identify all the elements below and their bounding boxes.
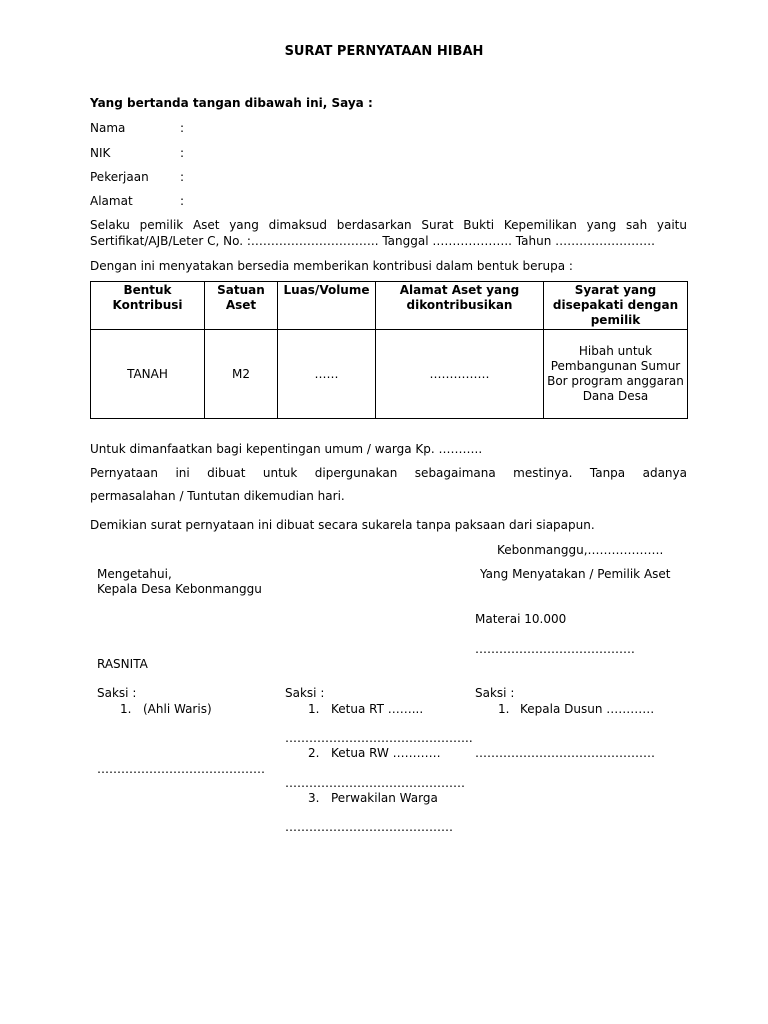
cell-bentuk: TANAH [91,330,205,419]
witness-label-col1: Saksi : [97,686,137,700]
place-date: Kebonmanggu,………………. [497,543,664,557]
witness-col2-sign-line-2: ……………………………………… [285,776,465,790]
header-satuan-aset: Satuan Aset [205,282,278,330]
contribution-statement: Dengan ini menyatakan bersedia memberikan kontribusi dalam bentuk berupa : [90,259,573,273]
witness-col3-sign-line-1: ……………………………………… [475,746,655,760]
header-bentuk-kontribusi: Bentuk Kontribusi [91,282,205,330]
header-syarat: Syarat yang disepakati dengan pemilik [544,282,688,330]
witness-col3-num-1: 1. [498,702,510,716]
witness-col1-text-1: (Ahli Waris) [143,702,212,716]
field-label-alamat: Alamat [90,194,133,208]
field-sep-nik: : [180,146,185,160]
statement-paragraph-line2: permasalahan / Tuntutan dikemudian hari. [90,489,345,503]
witness-col2-num-3: 3. [308,791,320,805]
closing-paragraph: Demikian surat pernyataan ini dibuat secara sukarela tanpa paksaan dari siapapun. [90,518,595,532]
usage-paragraph: Untuk dimanfaatkan bagi kepentingan umum / warga Kp. ……….. [90,442,483,456]
field-label-pekerjaan: Pekerjaan [90,170,149,184]
witness-col1-num-1: 1. [120,702,132,716]
ownership-paragraph-line1: Selaku pemilik Aset yang dimaksud berdasarkan Surat Bukti Kepemilikan yang sah yaitu [90,218,687,232]
table-header-row [91,282,688,330]
stamp-duty-label: Materai 10.000 [475,612,567,626]
field-label-nama: Nama [90,121,126,135]
witness-label-col3: Saksi : [475,686,515,700]
witness-col3-text-1: Kepala Dusun ………… [520,702,655,716]
village-head-title: Kepala Desa Kebonmanggu [97,582,262,596]
declarant-signature-line: …………………………………. [475,642,635,656]
witness-col2-text-1: Ketua RT ……... [331,702,424,716]
cell-syarat: Hibah untuk Pembangunan Sumur Bor program anggaran Dana Desa [544,330,688,419]
declarant-label: Yang Menyatakan / Pemilik Aset [480,567,671,581]
field-label-nik: NIK [90,146,111,160]
witness-label-col2: Saksi : [285,686,325,700]
witness-col2-num-2: 2. [308,746,320,760]
acknowledged-label: Mengetahui, [97,567,172,581]
field-sep-alamat: : [180,194,185,208]
header-luas-volume: Luas/Volume [278,282,376,330]
cell-satuan: M2 [205,330,278,419]
ownership-paragraph-line2: Sertifikat/AJB/Leter C, No. :………………………….. Tanggal ……………….. Tahun ……………………. [90,234,655,248]
cell-alamat: …………… [376,330,544,419]
witness-col2-text-2: Ketua RW ………… [331,746,441,760]
intro-line: Yang bertanda tangan dibawah ini, Saya : [90,96,373,110]
witness-col2-sign-line-1: ……………………………………….. [285,731,473,745]
witness-col2-text-3: Perwakilan Warga [331,791,438,805]
field-sep-nama: : [180,121,185,135]
witness-col2-num-1: 1. [308,702,320,716]
contribution-table [90,281,688,419]
table-row [91,330,688,419]
village-head-name: RASNITA [97,657,148,671]
witness-col2-sign-line-3: …………………………………… [285,820,453,834]
header-alamat-aset: Alamat Aset yang dikontribusikan [376,282,544,330]
document-title: SURAT PERNYATAAN HIBAH [284,44,484,59]
statement-paragraph-line1: Pernyataan ini dibuat untuk dipergunakan sebagaimana mestinya. Tanpa adanya [90,466,687,480]
witness-col1-sign-line-1: …………………………………… [97,762,265,776]
field-sep-pekerjaan: : [180,170,185,184]
cell-luas: …… [278,330,376,419]
